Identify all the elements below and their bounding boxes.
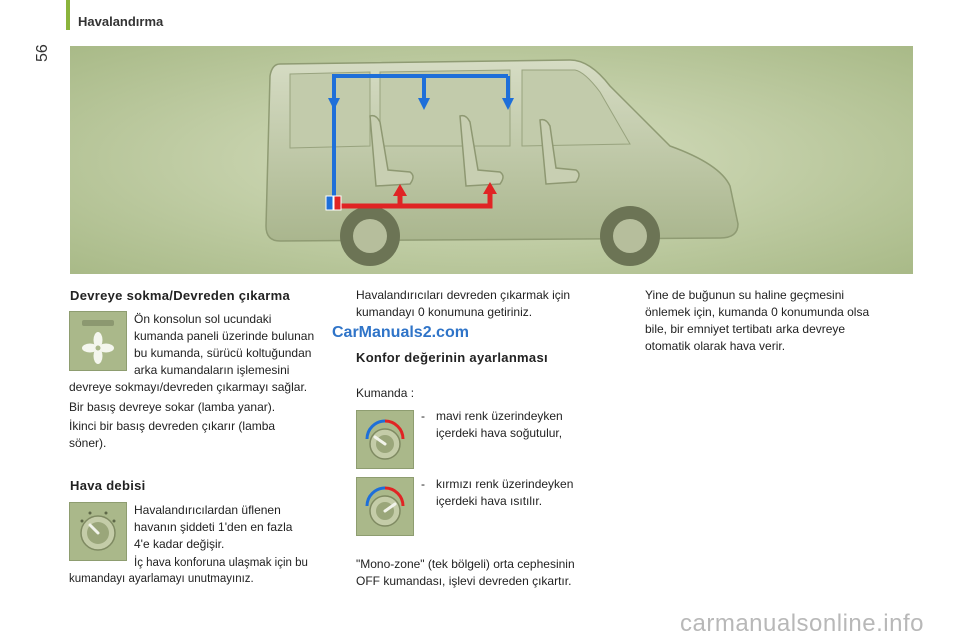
text-line: "Mono-zone" (tek bölgeli) orta cephesinin [356,557,575,571]
header-accent-bar [66,0,70,30]
text-line: bu kumanda, sürücü koltuğundan [134,346,312,360]
text-line: kırmızı renk üzerindeyken [436,477,574,491]
page-number-text: 56 [34,44,51,62]
airflow-note-line-2: kumandayı ayarlamayı unutmayınız. [69,573,254,585]
bullet-cold [421,408,611,442]
airflow-wrap-text [134,502,292,553]
section-title-comfort: Konfor değerinin ayarlanması [356,350,548,365]
text-line: arka kumandaların işlemesini [134,363,290,377]
text-line: içerdeki hava ısıtılır. [436,494,543,508]
section-header-title: Havalandırma [78,14,164,29]
watermark-carmanuals2: CarManuals2.com [332,324,469,341]
temperature-knob-icon [357,411,413,468]
text-line: Havalandırıcılardan üflenen [134,503,281,517]
text-line: kumanda paneli üzerinde bulunan [134,329,315,343]
activation-full-line: devreye sokmayı/devreden çıkarmayı sağlar. [69,380,308,394]
text-line: Ön konsolun sol ucundaki [134,312,272,326]
mono-zone-paragraph [356,556,575,590]
text-line: Havalandırıcıları devreden çıkarmak için [356,288,571,302]
text-line: İkinci bir basış devreden çıkarır (lamba [69,419,276,433]
text-line: önlemek için, kumanda 0 konumunda olsa [645,305,870,319]
rotary-knob-icon [70,503,126,560]
kumanda-label: Kumanda : [356,386,415,400]
section-title-airflow: Hava debisi [70,478,146,493]
text-line: havanın şiddeti 1'den en fazla [134,520,293,534]
text-line: 4'e kadar değişir. [134,537,225,551]
activation-wrap-text [134,311,314,379]
temperature-knob-cold-thumbnail [356,410,414,469]
van-illustration-panel [70,46,913,274]
deactivate-paragraph [356,287,570,321]
activation-paragraph-2: Bir basış devreye sokar (lamba yanar). [69,400,276,414]
page-number [34,44,52,62]
bullet-dash: - [421,409,425,423]
fan-icon [70,312,126,370]
text-line: OFF kumandası, işlevi devreden çıkartır. [356,574,572,588]
activation-paragraph-3 [69,418,275,452]
van-illustration [70,46,913,274]
text-line: içerdeki hava soğutulur, [436,426,563,440]
text-line: Yine de buğunun su haline geçmesini [645,288,845,302]
text-line: kumandayı 0 konumuna getiriniz. [356,305,533,319]
text-line: bile, bir emniyet tertibatı arka devreye [645,322,846,336]
section-title-activation: Devreye sokma/Devreden çıkarma [70,288,291,303]
temperature-knob-hot-thumbnail [356,477,414,536]
text-line: mavi renk üzerindeyken [436,409,563,423]
bullet-hot [421,476,611,510]
temperature-knob-icon [357,478,413,535]
defog-paragraph [645,287,869,355]
text-line: otomatik olarak hava verir. [645,339,786,353]
watermark-carmanualsonline: carmanualsonline.info [680,610,924,637]
text-line: söner). [69,436,107,450]
rotary-knob-thumbnail [69,502,127,561]
fan-button-thumbnail [69,311,127,371]
bullet-dash: - [421,477,425,491]
airflow-note-line-1: İç hava konforuna ulaşmak için bu [134,557,308,569]
